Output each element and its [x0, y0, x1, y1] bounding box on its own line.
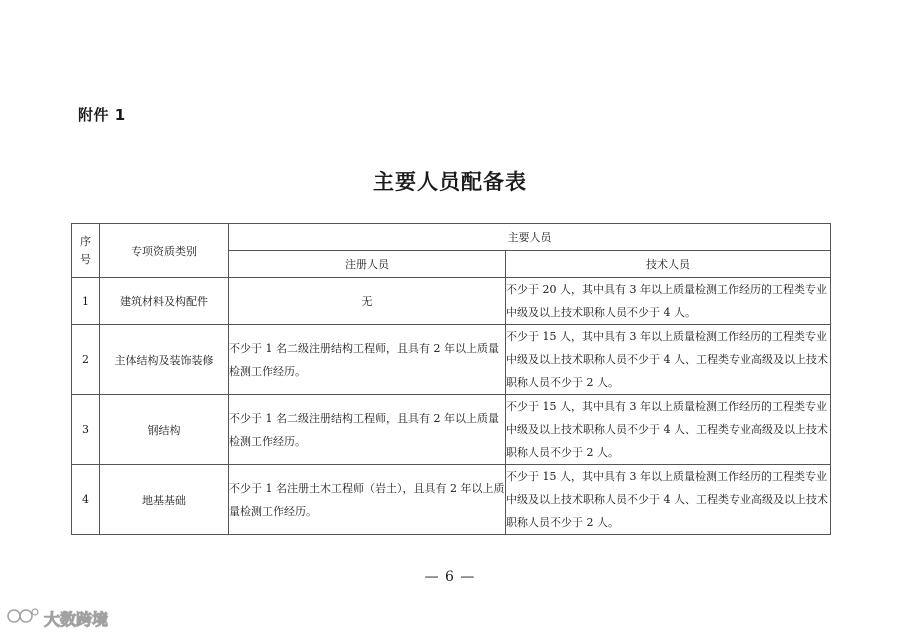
row-category: 钢结构 [100, 395, 229, 465]
row-seq: 2 [72, 325, 100, 395]
staff-table [71, 223, 831, 535]
watermark-text: 大数跨境 [44, 609, 109, 629]
table-row [72, 395, 831, 465]
row-technical: 不少于 15 人，其中具有 3 年以上质量检测工作经历的工程类专业中级及以上技术职称人员不少于 4 人、工程类专业高级及以上技术职称人员不少于 2 人。 [506, 465, 831, 535]
row-technical: 不少于 20 人，其中具有 3 年以上质量检测工作经历的工程类专业中级及以上技术职称人员不少于 4 人。 [506, 278, 831, 325]
page-number: — 6 — [424, 569, 476, 585]
watermark [6, 606, 108, 630]
row-category: 主体结构及装饰装修 [100, 325, 229, 395]
header-seq-label: 序号 [80, 234, 91, 266]
header-technical: 技术人员 [506, 251, 831, 278]
table-row [72, 278, 831, 325]
table-header-row [72, 224, 831, 251]
row-registered: 无 [229, 278, 506, 325]
table-row [72, 325, 831, 395]
header-registered: 注册人员 [229, 251, 506, 278]
header-seq [72, 224, 100, 278]
header-main-staff: 主要人员 [229, 224, 831, 251]
row-technical: 不少于 15 人，其中具有 3 年以上质量检测工作经历的工程类专业中级及以上技术职称人员不少于 4 人、工程类专业高级及以上技术职称人员不少于 2 人。 [506, 325, 831, 395]
row-seq: 3 [72, 395, 100, 465]
document-title: 主要人员配备表 [373, 170, 527, 194]
table-row [72, 465, 831, 535]
watermark-logo-icon [6, 606, 40, 630]
row-category: 建筑材料及构配件 [100, 278, 229, 325]
row-registered: 不少于 1 名二级注册结构工程师，且具有 2 年以上质量检测工作经历。 [229, 325, 506, 395]
attachment-label: 附件 1 [78, 106, 126, 124]
row-technical: 不少于 15 人，其中具有 3 年以上质量检测工作经历的工程类专业中级及以上技术职称人员不少于 4 人、工程类专业高级及以上技术职称人员不少于 2 人。 [506, 395, 831, 465]
row-seq: 4 [72, 465, 100, 535]
row-category: 地基基础 [100, 465, 229, 535]
row-registered: 不少于 1 名二级注册结构工程师，且具有 2 年以上质量检测工作经历。 [229, 395, 506, 465]
row-seq: 1 [72, 278, 100, 325]
header-category: 专项资质类别 [100, 224, 229, 278]
row-registered: 不少于 1 名注册土木工程师（岩土），且具有 2 年以上质量检测工作经历。 [229, 465, 506, 535]
